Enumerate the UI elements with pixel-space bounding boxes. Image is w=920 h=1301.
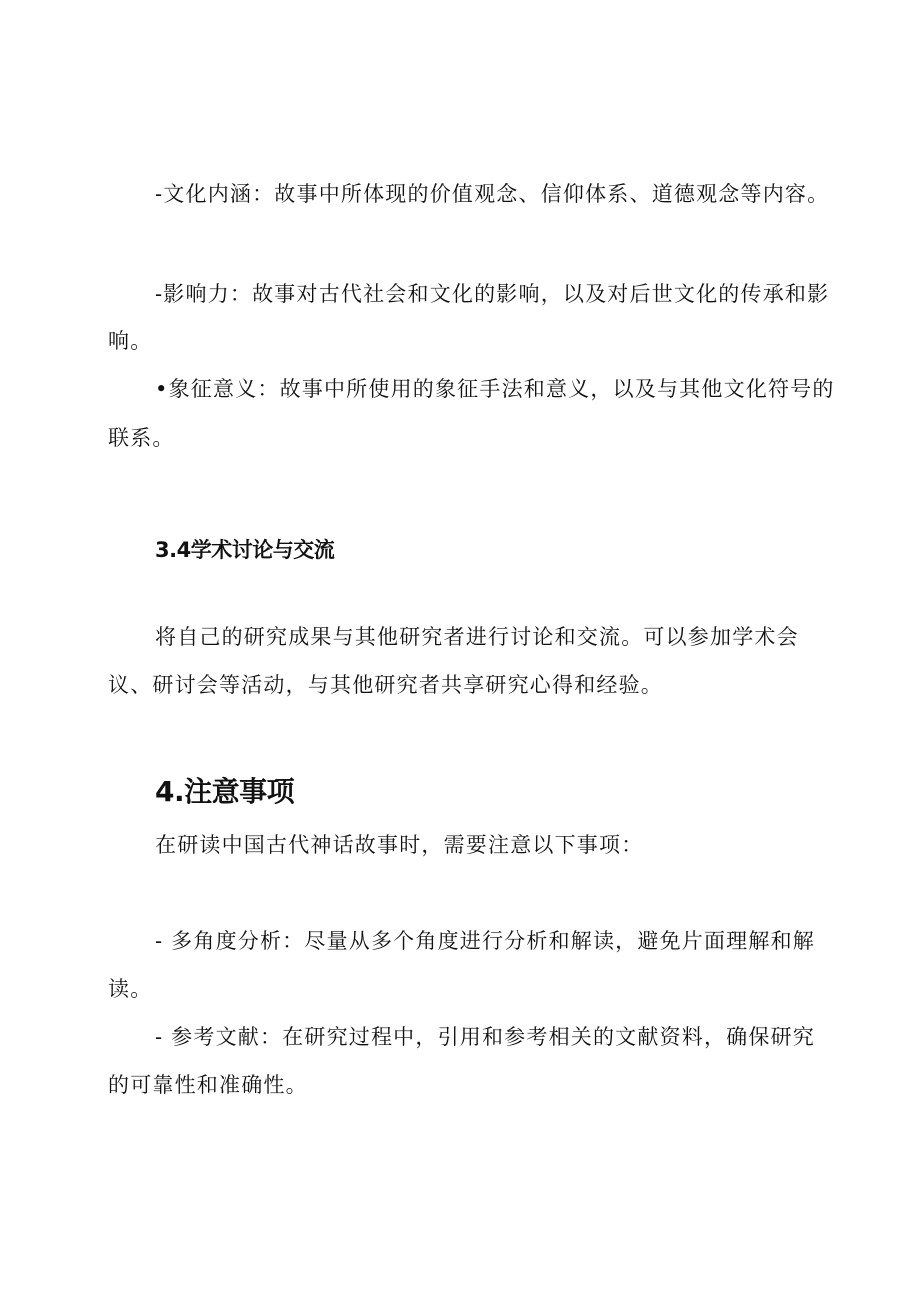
section-heading-4: 4.注意事项 xyxy=(155,775,295,808)
section-4-intro: 在研读中国古代神话故事时，需要注意以下事项： xyxy=(155,833,644,857)
bullet-influence-line2: 响。 xyxy=(108,329,153,353)
paragraph-3-4-line2: 议、研讨会等活动，与其他研究者共享研究心得和经验。 xyxy=(108,673,663,697)
item-multi-angle-line2: 读。 xyxy=(108,977,153,1001)
section-heading-3-4: 3.4学术讨论与交流 xyxy=(155,538,335,562)
bullet-influence-line1: -影响力：故事对古代社会和文化的影响，以及对后世文化的传承和影 xyxy=(155,282,830,306)
paragraph-3-4-line1: 将自己的研究成果与其他研究者进行讨论和交流。可以参加学术会 xyxy=(155,625,799,649)
item-multi-angle-line1: - 多角度分析：尽量从多个角度进行分析和解读，避免片面理解和解 xyxy=(155,929,815,953)
item-references-line2: 的可靠性和准确性。 xyxy=(108,1073,308,1097)
bullet-cultural-connotation: -文化内涵：故事中所体现的价值观念、信仰体系、道德观念等内容。 xyxy=(155,182,830,206)
bullet-symbolism-line2: 联系。 xyxy=(108,426,175,450)
bullet-symbolism-line1: •象征意义：故事中所使用的象征手法和意义，以及与其他文化符号的 xyxy=(155,377,835,401)
item-references-line1: - 参考文献：在研究过程中，引用和参考相关的文献资料，确保研究 xyxy=(155,1025,815,1049)
